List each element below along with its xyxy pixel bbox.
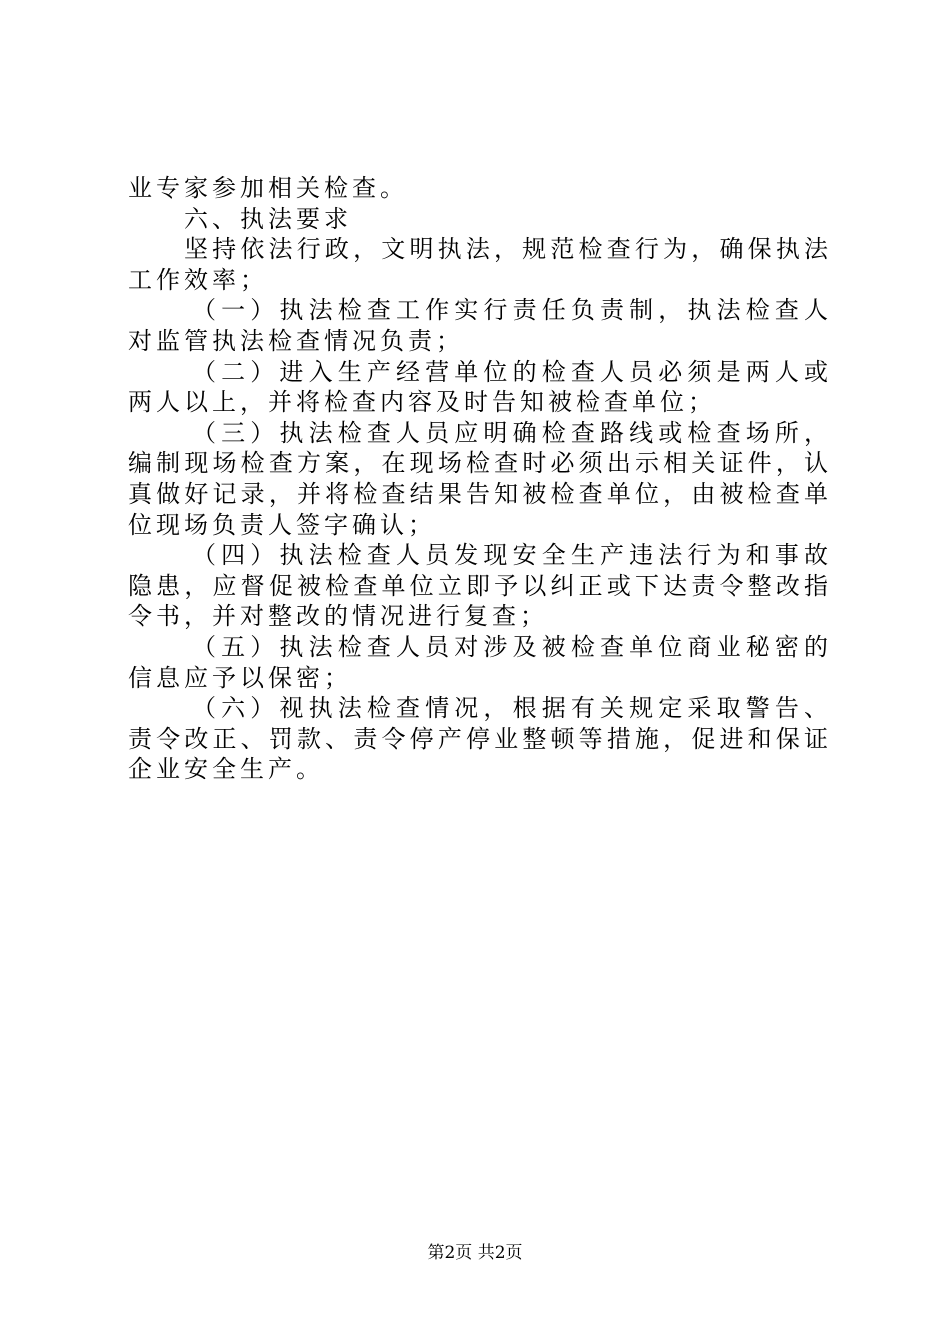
document-body [128, 173, 832, 785]
paragraph-item-2: （二）进入生产经营单位的检查人员必须是两人或两人以上，并将检查内容及时告知被检查单位； [128, 357, 832, 417]
paragraph-continuation: 业专家参加相关检查。 [128, 174, 408, 202]
section-heading: 六、执法要求 [184, 204, 352, 233]
paragraph-item-6: （六）视执法检查情况，根据有关规定采取警告、责令改正、罚款、责令停产停业整顿等措施，促进和保证企业安全生产。 [128, 694, 832, 784]
paragraph-item-1: （一）执法检查工作实行责任负责制，执法检查人对监管执法检查情况负责； [128, 296, 832, 355]
paragraph-intro: 坚持依法行政，文明执法，规范检查行为，确保执法工作效率； [128, 235, 832, 294]
paragraph-item-5: （五）执法检查人员对涉及被检查单位商业秘密的信息应予以保密； [128, 632, 832, 692]
paragraph-item-4: （四）执法检查人员发现安全生产违法行为和事故隐患，应督促被检查单位立即予以纠正或下达责令整改指令书，并对整改的情况进行复查； [128, 541, 832, 631]
paragraph-item-3: （三）执法检查人员应明确检查路线或检查场所，编制现场检查方案，在现场检查时必须出示相关证件，认真做好记录，并将检查结果告知被检查单位，由被检查单位现场负责人签字确认； [128, 418, 832, 539]
page-number-footer: 第2页 共2页 [427, 1243, 523, 1263]
